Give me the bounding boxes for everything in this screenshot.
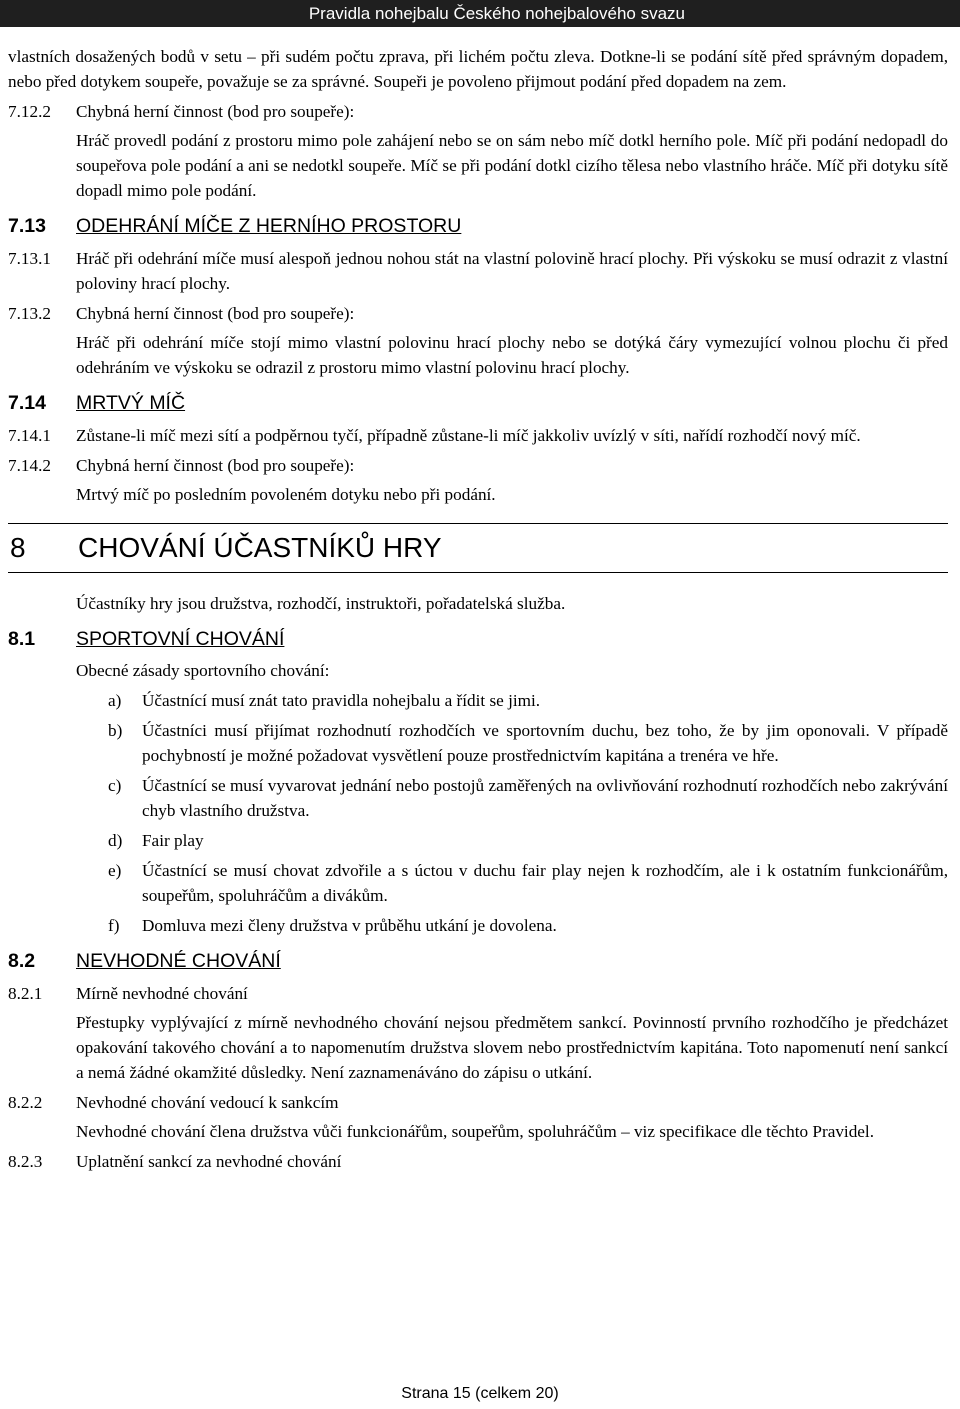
- list-text: Fair play: [142, 831, 204, 850]
- heading-title: ODEHRÁNÍ MÍČE Z HERNÍHO PROSTORU: [76, 215, 462, 237]
- list-marker: e): [108, 861, 122, 880]
- list-item: [108, 688, 948, 713]
- heading-number: 7.14: [8, 392, 46, 414]
- heading-number: 7.13: [8, 215, 46, 237]
- section-7-13-2: [8, 301, 948, 326]
- list-text: Účastnící se musí chovat zdvořile a s úctou v duchu fair play nejen k rozhodčím, ale i k ostatním funkcionářům, soupeřům, spoluhráčům a divákům.: [142, 861, 948, 905]
- list-marker: b): [108, 721, 123, 740]
- section-intro: Obecné zásady sportovního chování:: [76, 661, 330, 680]
- section-title: Nevhodné chování vedoucí k sankcím: [76, 1093, 339, 1112]
- list-text: Domluva mezi členy družstva v průběhu utkání je dovolena.: [142, 916, 557, 935]
- section-number: 7.13.2: [8, 304, 51, 323]
- section-body: Přestupky vyplývající z mírně nevhodného chování nejsou předmětem sankcí. Povinností prvního rozhodčího je předcházet opakování takového chování a to napomenutím družstva slovem nebo prostřednictvím kapitána. Toto napomenutí není sankcí a nemá žádné okamžité důsledky. Není zaznamenáváno do zápisu o utkání.: [76, 1013, 948, 1082]
- section-8-2-2: [8, 1090, 948, 1115]
- list-item: [108, 828, 948, 853]
- section-7-12-2: [8, 99, 948, 124]
- list-marker: a): [108, 691, 122, 710]
- heading-title: NEVHODNÉ CHOVÁNÍ: [76, 950, 281, 972]
- heading-number: 8.1: [8, 628, 36, 650]
- heading-8-2: [8, 946, 948, 976]
- page-header: [0, 0, 960, 27]
- section-number: 8.2.1: [8, 984, 43, 1003]
- section-body: Nevhodné chování člena družstva vůči funkcionářům, soupeřům, spoluhráčům – viz specifikace dle těchto Pravidel.: [76, 1122, 875, 1141]
- list-item: [108, 718, 948, 768]
- section-body: Hráč při odehrání míče stojí mimo vlastní polovinu hrací plochy nebo se dotýká čáry vymezující volnou plochu či před odehráním ve výskoku se odrazil z prostoru mimo vlastní polovinu hrací plochy.: [76, 333, 948, 377]
- section-text: Hráč při odehrání míče musí alespoň jednou nohou stát na vlastní polovině hrací plochy. Při výskoku se musí odrazit z vlastní poloviny hrací plochy.: [76, 249, 948, 293]
- section-title: Chybná herní činnost (bod pro soupeře):: [76, 102, 355, 121]
- section-body: Mrtvý míč po posledním povoleném dotyku nebo při podání.: [76, 485, 496, 504]
- section-number: 7.14.1: [8, 426, 51, 445]
- heading-title: SPORTOVNÍ CHOVÁNÍ: [76, 628, 285, 650]
- heading-7-13: [8, 211, 948, 241]
- list-marker: f): [108, 916, 120, 935]
- list-text: Účastnící musí znát tato pravidla nohejbalu a řídit se jimi.: [142, 691, 541, 710]
- section-text: Zůstane-li míč mezi sítí a podpěrnou tyčí, případně zůstane-li míč jakkoliv uvízlý v síti, nařídí rozhodčí nový míč.: [76, 426, 861, 445]
- list-marker: c): [108, 776, 122, 795]
- section-8-2-3: [8, 1149, 948, 1174]
- document-body: [8, 44, 948, 1174]
- page-footer: [0, 1385, 960, 1403]
- section-number: 7.12.2: [8, 102, 51, 121]
- header-title: Pravidla nohejbalu Českého nohejbalového svazu: [308, 4, 685, 23]
- list-marker: d): [108, 831, 123, 850]
- chapter-number: 8: [10, 532, 26, 563]
- intro-paragraph: vlastních dosažených bodů v setu – při sudém počtu zprava, při lichém počtu zleva. Dotkne-li se podání sítě před správným dopadem, nebo před dotykem soupeře, považuje se za správné. Soupeři je povoleno přijmout podání před dopadem na zem.: [8, 47, 948, 91]
- conduct-list: [108, 688, 948, 938]
- section-number: 7.14.2: [8, 456, 51, 475]
- section-number: 8.2.3: [8, 1152, 43, 1171]
- heading-7-14: [8, 388, 948, 418]
- heading-number: 8.2: [8, 950, 36, 972]
- list-item: [108, 858, 948, 908]
- section-8-2-1: [8, 981, 948, 1006]
- section-title: Uplatnění sankcí za nevhodné chování: [76, 1152, 342, 1171]
- list-item: [108, 913, 948, 938]
- list-text: Účastnící se musí vyvarovat jednání nebo postojů zaměřených na ovlivňování rozhodnutí rozhodčích nebo zakrývání chyb vlastního družstva.: [142, 776, 948, 820]
- heading-8-1: [8, 624, 948, 654]
- section-number: 7.13.1: [8, 249, 51, 268]
- chapter-8-heading: [8, 523, 948, 573]
- section-title: Mírně nevhodné chování: [76, 984, 248, 1003]
- section-7-13-1: [8, 246, 948, 296]
- section-title: Chybná herní činnost (bod pro soupeře):: [76, 456, 355, 475]
- section-7-14-1: [8, 423, 948, 448]
- heading-title: MRTVÝ MÍČ: [76, 392, 186, 414]
- chapter-intro: Účastníky hry jsou družstva, rozhodčí, instruktoři, pořadatelská služba.: [76, 594, 566, 613]
- page-number: Strana 15 (celkem 20): [401, 1385, 559, 1402]
- section-7-14-2: [8, 453, 948, 478]
- chapter-title: CHOVÁNÍ ÚČASTNÍKŮ HRY: [78, 532, 442, 563]
- section-body: Hráč provedl podání z prostoru mimo pole zahájení nebo se on sám nebo míč dotkl herního pole. Míč při podání nedopadl do soupeřova pole podání a ani se nedotkl soupeře. Míč se při podání dotkl cizího tělesa nebo vlastního hráče. Míč při dotyku sítě dopadl mimo pole podání.: [76, 131, 948, 200]
- list-item: [108, 773, 948, 823]
- section-number: 8.2.2: [8, 1093, 43, 1112]
- list-text: Účastníci musí přijímat rozhodnutí rozhodčích ve sportovním duchu, bez toho, že by jim oponovali. V případě pochybností je možné požadovat vysvětlení pouze prostřednictvím kapitána a trenéra ve hře.: [142, 721, 948, 765]
- section-title: Chybná herní činnost (bod pro soupeře):: [76, 304, 355, 323]
